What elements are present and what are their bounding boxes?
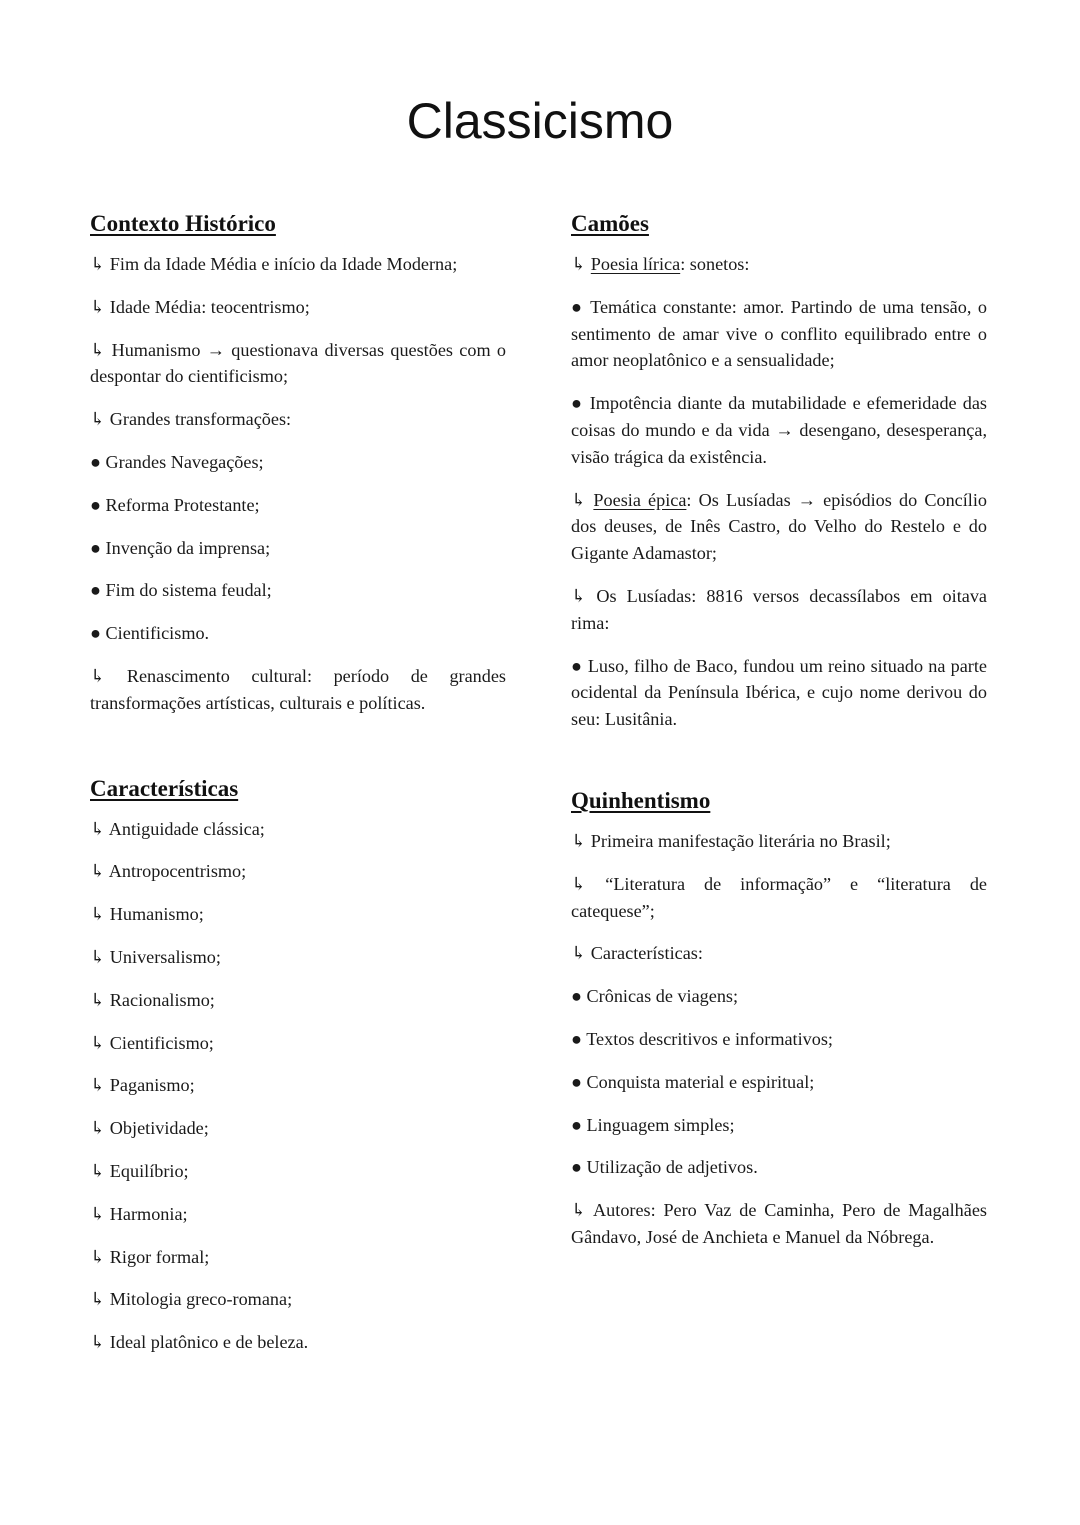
- section-list: [571, 251, 987, 733]
- bullet-icon: ●: [90, 623, 101, 644]
- list-item: [90, 294, 506, 321]
- list-item: [571, 828, 987, 855]
- list-item: [90, 987, 506, 1014]
- list-item: [90, 944, 506, 971]
- list-item: [571, 487, 987, 567]
- return-arrow-icon: ↳: [90, 254, 106, 274]
- list-item: [90, 901, 506, 928]
- item-text: Textos descritivos e informativos;: [586, 1028, 833, 1049]
- return-arrow-icon: ↳: [571, 943, 587, 964]
- item-text: Ideal platônico e de beleza.: [109, 1332, 309, 1353]
- list-item: [90, 449, 506, 476]
- return-arrow-icon: ↳: [90, 665, 106, 686]
- list-item: [90, 535, 506, 562]
- list-item: [90, 1329, 506, 1356]
- return-arrow-icon: ↳: [90, 904, 106, 925]
- item-text: Crônicas de viagens;: [586, 986, 739, 1007]
- item-text: Racionalismo;: [109, 989, 215, 1010]
- bullet-icon: ●: [90, 494, 101, 515]
- section-spacer: [571, 733, 987, 785]
- return-arrow-icon: ↳: [571, 873, 587, 894]
- item-text: Paganismo;: [109, 1075, 195, 1096]
- return-arrow-icon: ↳: [90, 861, 106, 882]
- list-item: [90, 1072, 506, 1099]
- bullet-icon: ●: [571, 986, 582, 1007]
- bullet-icon: ●: [571, 1028, 582, 1049]
- section-heading: Contexto Histórico: [90, 211, 276, 236]
- return-arrow-icon: ↳: [90, 409, 106, 430]
- list-item: [90, 337, 506, 391]
- list-item: [571, 251, 987, 278]
- left-column: [90, 208, 506, 1356]
- section-heading: Camões: [571, 211, 649, 236]
- underlined-term: Poesia épica: [593, 489, 687, 510]
- return-arrow-icon: ↳: [90, 296, 106, 317]
- return-arrow-icon: ↳: [90, 1289, 106, 1310]
- section-camoes: [571, 208, 987, 733]
- item-text: Fim do sistema feudal;: [105, 580, 272, 601]
- item-text: Utilização de adjetivos.: [586, 1157, 758, 1178]
- list-item: [571, 983, 987, 1010]
- item-text: : Os Lusíadas → episódios do Concílio dos deuses, de Inês Castro, do Velho do Restelo e do Gigante Adamastor;: [571, 489, 987, 564]
- return-arrow-icon: ↳: [90, 1118, 106, 1139]
- list-item: [90, 1286, 506, 1313]
- item-text: Primeira manifestação literária no Brasil;: [590, 830, 891, 851]
- section-spacer: [90, 717, 506, 773]
- return-arrow-icon: ↳: [90, 1160, 106, 1181]
- return-arrow-icon: ↳: [571, 585, 587, 606]
- bullet-icon: ●: [571, 296, 584, 317]
- section-caracteristicas: [90, 773, 506, 1356]
- section-heading: Quinhentismo: [571, 787, 711, 813]
- section-quinhentismo: [571, 785, 987, 1251]
- item-text: Cientificismo;: [109, 1032, 214, 1053]
- list-item: [90, 492, 506, 519]
- item-text: “Literatura de informação” e “literatura de catequese”;: [571, 873, 988, 921]
- item-text: Reforma Protestante;: [105, 494, 260, 515]
- item-text: Conquista material e espiritual;: [586, 1071, 815, 1092]
- return-arrow-icon: ↳: [90, 1332, 106, 1353]
- list-item: [90, 663, 506, 717]
- item-text: Antropocentrismo;: [108, 861, 247, 882]
- list-item: [571, 1112, 987, 1139]
- item-text: Antiguidade clássica;: [108, 818, 265, 839]
- list-item: [571, 1069, 987, 1096]
- item-text: Harmonia;: [109, 1203, 188, 1224]
- item-text: Equilíbrio;: [109, 1160, 189, 1181]
- list-item: [90, 406, 506, 433]
- item-text: : sonetos:: [680, 254, 750, 274]
- list-item: [90, 858, 506, 885]
- list-item: [571, 294, 987, 374]
- item-text: Fim da Idade Média e início da Idade Moderna;: [109, 254, 458, 274]
- bullet-icon: ●: [571, 1114, 582, 1135]
- list-item: [571, 390, 987, 470]
- return-arrow-icon: ↳: [90, 818, 106, 839]
- item-text: Invenção da imprensa;: [105, 537, 271, 558]
- list-item: [571, 1154, 987, 1181]
- return-arrow-icon: ↳: [90, 989, 106, 1010]
- section-list: [90, 251, 506, 717]
- list-item: [90, 1158, 506, 1185]
- item-text: Grandes transformações:: [109, 409, 292, 430]
- return-arrow-icon: ↳: [90, 339, 106, 360]
- return-arrow-icon: ↳: [571, 830, 587, 851]
- item-text: Renascimento cultural: período de grandes transformações artísticas, culturais e políticas.: [90, 665, 507, 713]
- item-text: Impotência diante da mutabilidade e efemeridade das coisas do mundo e da vida → desengano, desesperança, visão trágica da existência.: [571, 393, 987, 467]
- item-text: Humanismo → questionava diversas questões com o despontar do cientificismo;: [90, 339, 506, 387]
- list-item: [571, 653, 987, 733]
- return-arrow-icon: ↳: [90, 1032, 106, 1053]
- list-item: [571, 1026, 987, 1053]
- list-item: [90, 1201, 506, 1228]
- item-text: Os Lusíadas: 8816 versos decassílabos em oitava rima:: [571, 585, 987, 633]
- list-item: [90, 816, 506, 843]
- page-title: Classicismo: [406, 93, 674, 149]
- bullet-icon: ●: [90, 580, 101, 601]
- item-text: Autores: Pero Vaz de Caminha, Pero de Magalhães Gândavo, José de Anchieta e Manuel da Nóbrega.: [571, 1200, 987, 1247]
- list-item: [90, 1244, 506, 1271]
- item-text: Objetividade;: [109, 1118, 209, 1139]
- bullet-icon: ●: [571, 1071, 582, 1092]
- return-arrow-icon: ↳: [90, 1075, 106, 1096]
- list-item: [571, 583, 987, 637]
- section-list: [90, 816, 506, 1356]
- return-arrow-icon: ↳: [90, 946, 106, 967]
- return-arrow-icon: ↳: [571, 489, 587, 510]
- bullet-icon: ●: [571, 393, 584, 414]
- item-text: Luso, filho de Baco, fundou um reino situado na parte ocidental da Península Ibérica, e cujo nome derivou do seu: Lusitânia.: [571, 655, 987, 730]
- list-item: [90, 1115, 506, 1142]
- section-list: [571, 828, 987, 1251]
- item-text: Humanismo;: [109, 904, 204, 925]
- item-text: Rigor formal;: [109, 1246, 210, 1267]
- return-arrow-icon: ↳: [90, 1246, 106, 1267]
- item-text: Características:: [590, 943, 703, 964]
- bullet-icon: ●: [571, 1157, 582, 1178]
- item-text: Mitologia greco-romana;: [109, 1289, 293, 1310]
- section-heading: Características: [90, 775, 239, 801]
- list-item: [90, 620, 506, 647]
- list-item: [571, 940, 987, 967]
- underlined-term: Poesia lírica: [590, 254, 681, 274]
- bullet-icon: ●: [571, 655, 583, 676]
- bullet-icon: ●: [90, 451, 101, 472]
- item-text: Idade Média: teocentrismo;: [109, 296, 310, 317]
- item-text: Cientificismo.: [105, 623, 210, 644]
- item-text: Universalismo;: [109, 946, 221, 967]
- return-arrow-icon: ↳: [571, 1200, 587, 1221]
- item-text: Linguagem simples;: [586, 1114, 735, 1135]
- list-item: [90, 1030, 506, 1057]
- bullet-icon: ●: [90, 537, 101, 558]
- item-text: Grandes Navegações;: [105, 451, 264, 472]
- right-column: [571, 208, 987, 1251]
- list-item: [571, 871, 987, 925]
- list-item: [571, 1197, 987, 1251]
- list-item: [90, 577, 506, 604]
- section-contexto-historico: [90, 208, 506, 717]
- list-item: [90, 251, 506, 278]
- return-arrow-icon: ↳: [571, 254, 587, 274]
- return-arrow-icon: ↳: [90, 1203, 106, 1224]
- item-text: Temática constante: amor. Partindo de uma tensão, o sentimento de amar vive o conflito equilibrado entre o amor neoplatônico e a sensualidade;: [571, 296, 987, 371]
